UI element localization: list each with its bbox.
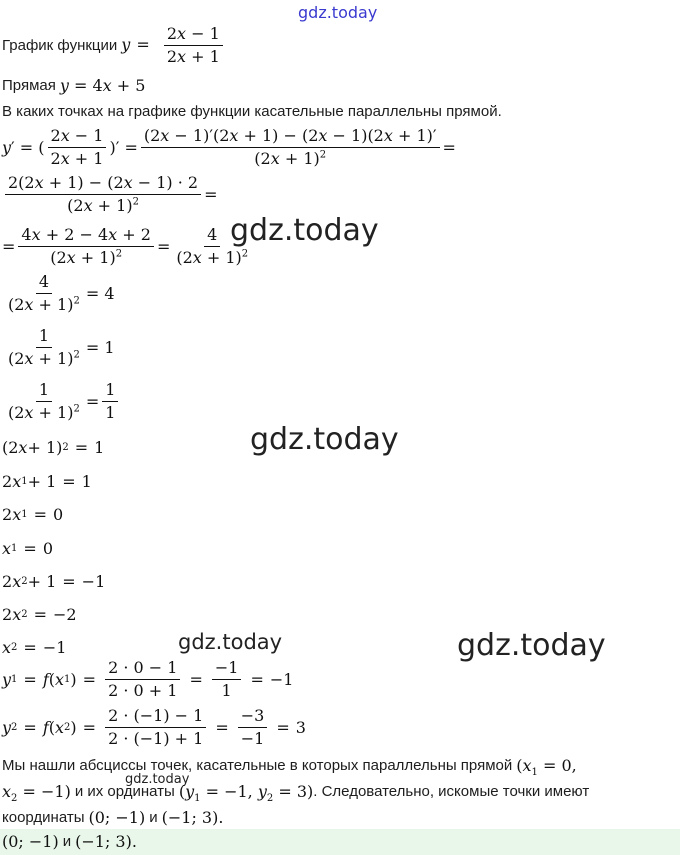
equation-step-9: 2 x 2 = −2 [2, 605, 77, 624]
conclusion-text-4: координаты [2, 809, 85, 826]
equation-step-3: $\frac{1}{(2x + 1)^2}$ = $\frac{1}{1}$ [2, 380, 121, 423]
equation-step-8: 2 x 2 + 1 = −1 [2, 572, 106, 591]
watermark-large-1: gdz.today [230, 213, 379, 248]
equation-step-2: $\frac{1}{(2x + 1)^2}$ = 1 [8, 326, 115, 368]
watermark-large-3: gdz.today [457, 628, 606, 663]
answer-point-2: (−1; 3). [75, 832, 137, 851]
equation-step-6: 2 x 1 = 0 [2, 505, 64, 524]
conclusion-text-3: . Следовательно, искомые точки имеют [313, 783, 590, 800]
equation-step-5: 2 x 1 + 1 = 1 [2, 472, 92, 491]
watermark-top: gdz.today [298, 3, 378, 22]
conclusion-text-1: Мы нашли абсциссы точек, касательные в которых параллельны прямой [2, 757, 513, 774]
derivative-step-1: y ′ = ( $\frac{2x - 1}{2x + 1}$ )′ = $\frac{(2x - 1)'(2x + 1) - (2x - 1)(2x + 1)'}{(2x + 1)^2}$ = [2, 126, 456, 168]
conclusion-text-2: и их ординаты [74, 783, 175, 800]
equation-step-1: $\frac{4}{(2x + 1)^2}$ = 4 [8, 272, 115, 314]
conclusion-line-2: $x_2 = -1$) и их ординаты ($y_1 = -1$, $y_2 = 3$) . Следовательно, искомые точки имеют [2, 782, 590, 805]
function-label: График функции [2, 37, 118, 54]
conclusion-line-1: Мы нашли абсциссы точек, касательные в которых параллельны прямой ($x_1 = 0$, [2, 756, 577, 779]
answer-and: и [62, 833, 72, 850]
function-definition [2, 24, 226, 67]
derivative-step-3: = $\frac{4x + 2 - 4x + 2}{(2x + 1)^2}$ = $\frac{4}{(2x + 1)^2}$ [2, 225, 249, 267]
ordinate-y2: y 2 = f ( x 2 ) = $\frac{2 \cdot (-1) - 1}{2 \cdot (-1) + 1}$ = $\frac{-3}{-1}$ = 3 [2, 706, 306, 748]
function-formula: y = $\frac{2x - 1}{2x + 1}$ [121, 24, 226, 67]
conclusion-and: и [149, 809, 158, 826]
derivative-step-2: $\frac{2(2x + 1) - (2x - 1) \cdot 2}{(2x + 1)^2}$ = [2, 173, 218, 216]
equation-step-10: x 2 = −1 [2, 638, 67, 657]
equation-step-7: x 1 = 0 [2, 539, 53, 558]
equation-step-4: (2 x + 1) 2 = 1 [2, 438, 105, 457]
question-text: В каких точках на графике функции касательные параллельны прямой. [2, 103, 502, 120]
watermark-medium: gdz.today [178, 630, 283, 654]
line-label: Прямая [2, 77, 56, 94]
watermark-small: gdz.today [125, 772, 190, 787]
ordinate-y1: y 1 = f ( x 1 ) = $\frac{2 \cdot 0 - 1}{2 \cdot 0 + 1}$ = $\frac{-1}{1}$ = −1 [2, 658, 294, 700]
watermark-large-2: gdz.today [250, 422, 399, 457]
answer-box [0, 829, 680, 855]
line-definition [2, 76, 145, 95]
line-formula: y = 4x + 5 [59, 76, 146, 95]
conclusion-line-3: координаты (0; −1) и (−1; 3). [2, 808, 224, 827]
answer-point-1: (0; −1) [2, 832, 59, 851]
